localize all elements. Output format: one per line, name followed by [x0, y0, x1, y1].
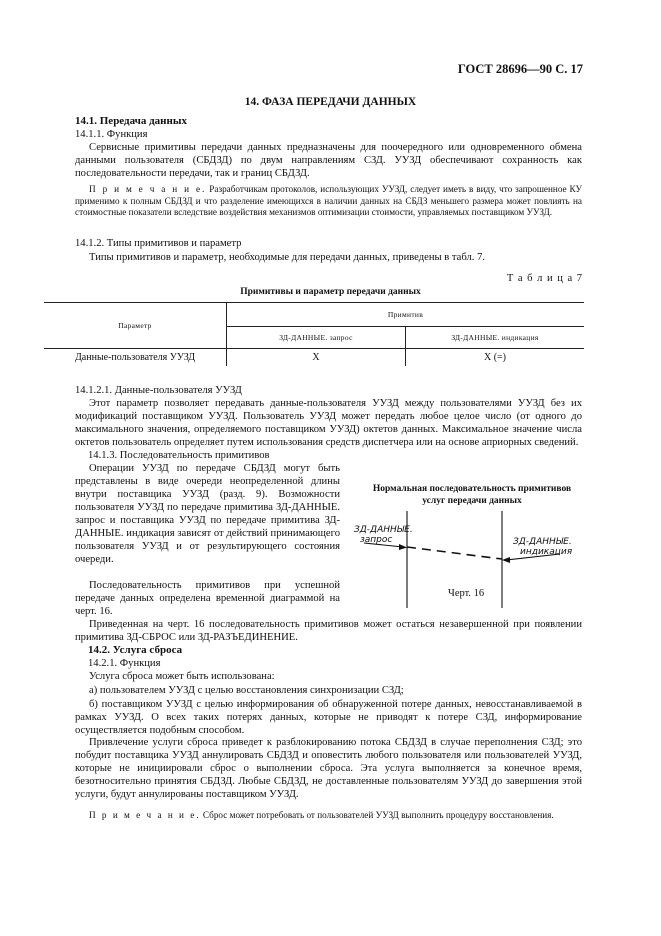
request-arrowhead	[399, 544, 407, 550]
paragraph-14-1-2-1: Этот параметр позволяет передавать данные-пользователя УУЗД между пользователями УУЗД без их модификаций поставщиком УУЗД. Пользователь УУЗД может передать любое целое число (от одного до максимального значения, определяемого поставщиком УУЗД) октетов данных. Максимальное значение числа октетов пользователь определяет путем использования средств диспетчера или на основе априорных сведений.	[75, 398, 582, 448]
table-header-request: ЗД-ДАННЫЕ. запрос	[227, 327, 406, 349]
list-item-a: а) пользователем УУЗД с целью восстановления синхронизации СЗД;	[89, 685, 404, 696]
table-label: Т а б л и ц а 7	[506, 273, 583, 284]
right-label-2: индикация	[520, 547, 573, 557]
paragraph-14-1-3-c: Приведенная на черт. 16 последовательность примитивов может остаться незавершенной при появлении примитива ЗД-СБРОС или ЗД-РАЗЪЕДИНЕНИЕ.	[75, 619, 582, 643]
figure-16-title-line1: Нормальная последовательность примитивов	[372, 484, 572, 494]
heading-14-2: 14.2. Услуга сброса	[88, 644, 183, 656]
table-cell-indication: X (=)	[483, 351, 507, 363]
figure-16-caption: Черт. 16	[448, 588, 485, 599]
table-7	[44, 302, 584, 366]
note-label: П р и м е ч а н и е.	[89, 810, 201, 820]
table-header-primitive: Примитив	[227, 303, 585, 327]
table-cell-param: Данные-пользователя УУЗД	[44, 349, 227, 366]
heading-14-2-1: 14.2.1. Функция	[88, 658, 161, 669]
right-label-1: ЗД-ДАННЫЕ.	[513, 537, 572, 547]
heading-14-1-3: 14.1.3. Последовательность примитивов	[88, 450, 270, 461]
table-header-indication: ЗД-ДАННЫЕ. индикация	[406, 327, 585, 349]
figure-16-title	[352, 483, 592, 507]
heading-14-1: 14.1. Передача данных	[75, 115, 187, 127]
paragraph-14-1-3-a: Операции УУЗД по передаче СБДЗД могут быть представлены в виде очереди неопределенной длины внутри поставщика УУЗД (разд. 9). Возможности пользователя УУЗД по передаче примитива ЗД-ДАННЫЕ. запрос и поставщика УУЗД по передаче примитива ЗД-ДАННЫЕ. индикация зависят от действий принимающего пользователя УУЗД и от результирующего состояния очереди.	[75, 463, 340, 565]
left-label-2: запрос	[360, 535, 393, 545]
list-item-b: б) поставщиком УУЗД с целью информирования об обнаруженной потере данных, невосстанавливаемой в рамках УУЗД. О всех таких потерях данных, которые не приводят к потере СЗД, информирование осуществляется подобным способом.	[75, 699, 582, 736]
indication-arrowhead	[502, 557, 510, 563]
table-header-param: Параметр	[44, 303, 227, 349]
provider-transfer-dash	[407, 547, 502, 559]
table-row	[44, 349, 584, 366]
section-title: 14. ФАЗА ПЕРЕДАЧИ ДАННЫХ	[244, 96, 417, 108]
page-header-ref: ГОСТ 28696—90 С. 17	[457, 62, 583, 76]
paragraph-14-1-1: Сервисные примитивы передачи данных предназначены для поочередного или одновременного обмена данными пользователя (СБДЗД) по двум направлениям СЗД. УУЗД обеспечивают сохранность как последовательности передачи, так и границ СБДЗД.	[75, 142, 582, 179]
figure-16-title-line2: услуг передачи данных	[422, 496, 522, 506]
heading-14-1-2: 14.1.2. Типы примитивов и параметр	[75, 238, 242, 249]
note-14-2	[75, 810, 582, 822]
note-label: П р и м е ч а н и е.	[89, 184, 207, 194]
note-14-1	[75, 184, 582, 219]
paragraph-14-2-intro: Услуга сброса может быть использована:	[89, 671, 275, 682]
left-label-1: ЗД-ДАННЫЕ.	[354, 525, 413, 535]
table-title: Примитивы и параметр передачи данных	[240, 287, 421, 297]
paragraph-14-1-3-b: Последовательность примитивов при успешной передаче данных определена временной диаграммой на черт. 16.	[75, 580, 340, 617]
note-text: Разработчикам протоколов, использующих УУЗД, следует иметь в виду, что запрошенное КУ применимо к полным СБДЗД и что разделение имеющихся в наличии данных на СБДЗ меньшего размера может повлиять на стоимостные показатели вследствие воздействия механизмов оптимизации стоимости, управляемых поставщиком УУЗД.	[75, 184, 582, 218]
figure-16-diagram	[350, 506, 595, 618]
heading-14-1-2-1: 14.1.2.1. Данные-пользователя УУЗД	[75, 385, 242, 396]
paragraph-14-1-2: Типы примитивов и параметр, необходимые для передачи данных, приведены в табл. 7.	[89, 252, 486, 263]
heading-14-1-1: 14.1.1. Функция	[75, 129, 148, 140]
note-text: Сброс может потребовать от пользователей УУЗД выполнить процедуру восстановления.	[200, 810, 554, 820]
table-cell-request: X	[227, 349, 406, 366]
paragraph-14-2-1: Привлечение услуги сброса приведет к разблокированию потока СБДЗД в случае переполнения СЗД; это побудит поставщика УУЗД аннулировать СБДЗД и оповестить любого пользователя или пользователей УУЗД, которые не инициировали сброс о выполнении сброса. Эта услуга выполняется за конечное время, безотносительно принятия СБДЗД. Любые СБДЗД, не доставленные пользователям УУЗД до завершения этой услуги, будут аннулированы поставщиком УУЗД.	[75, 737, 582, 800]
